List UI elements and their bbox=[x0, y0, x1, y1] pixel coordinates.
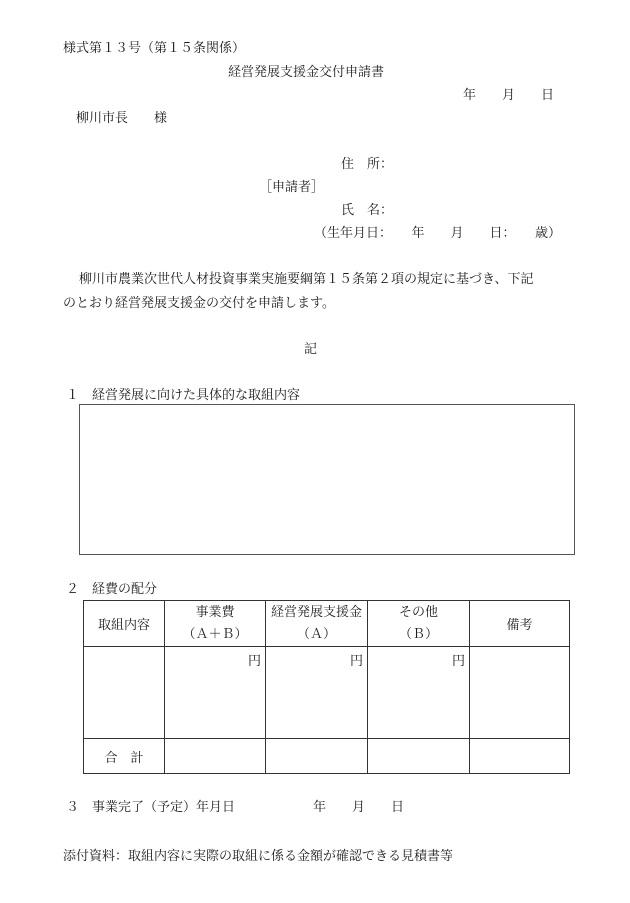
address-label: 住 所： bbox=[341, 157, 394, 172]
total-project-cost-cell[interactable] bbox=[165, 739, 266, 774]
application-date: 年 月 日 bbox=[463, 88, 555, 103]
expense-header-row bbox=[84, 601, 570, 647]
other-cost-cell[interactable] bbox=[368, 647, 470, 739]
document-title: 経営発展支援金交付申請書 bbox=[228, 65, 385, 80]
section-2-title: ２ 経費の配分 bbox=[66, 582, 158, 597]
header-initiative: 取組内容 bbox=[84, 601, 165, 647]
expense-entry-row bbox=[84, 647, 570, 739]
section-3-title: ３ 事業完了（予定）年月日 bbox=[66, 800, 236, 815]
remarks-cell[interactable] bbox=[470, 647, 570, 739]
total-other-cell[interactable] bbox=[368, 739, 470, 774]
ki-heading: 記 bbox=[304, 342, 318, 357]
total-support-fund-cell[interactable] bbox=[266, 739, 368, 774]
support-fund-cell[interactable] bbox=[266, 647, 368, 739]
total-remarks-cell[interactable] bbox=[470, 739, 570, 774]
body-text-line-2: のとおり経営発展支援金の交付を申請します。 bbox=[63, 296, 335, 311]
header-other: その他 （Ｂ） bbox=[368, 601, 470, 647]
header-remarks: 備考 bbox=[470, 601, 570, 647]
initiatives-content-box[interactable] bbox=[79, 404, 575, 555]
yen-unit: 円 bbox=[451, 654, 465, 669]
attachment-note: 添付資料：取組内容に実際の取組に係る金額が確認できる見積書等 bbox=[63, 849, 454, 864]
body-text-line-1: 柳川市農業次世代人材投資事業実施要綱第１５条第２項の規定に基づき、下記 bbox=[79, 272, 534, 287]
expense-total-row bbox=[84, 739, 570, 774]
total-label: 合 計 bbox=[84, 739, 165, 774]
completion-date: 年 月 日 bbox=[313, 800, 405, 815]
yen-unit: 円 bbox=[247, 654, 261, 669]
section-1-title: １ 経営発展に向けた具体的な取組内容 bbox=[66, 388, 301, 403]
header-support-fund: 経営発展支援金 （Ａ） bbox=[266, 601, 368, 647]
addressee: 柳川市長 様 bbox=[76, 111, 168, 126]
header-project-cost: 事業費 （Ａ＋Ｂ） bbox=[165, 601, 266, 647]
name-label: 氏 名： bbox=[341, 203, 394, 218]
yen-unit: 円 bbox=[349, 654, 363, 669]
expense-table bbox=[83, 600, 570, 774]
birth-date-label: （生年月日： 年 月 日： 歳） bbox=[314, 226, 562, 241]
project-cost-cell[interactable] bbox=[165, 647, 266, 739]
applicant-label: ［申請者］ bbox=[259, 180, 325, 195]
initiative-cell[interactable] bbox=[84, 647, 165, 739]
form-number: 様式第１３号（第１５条関係） bbox=[63, 41, 246, 56]
